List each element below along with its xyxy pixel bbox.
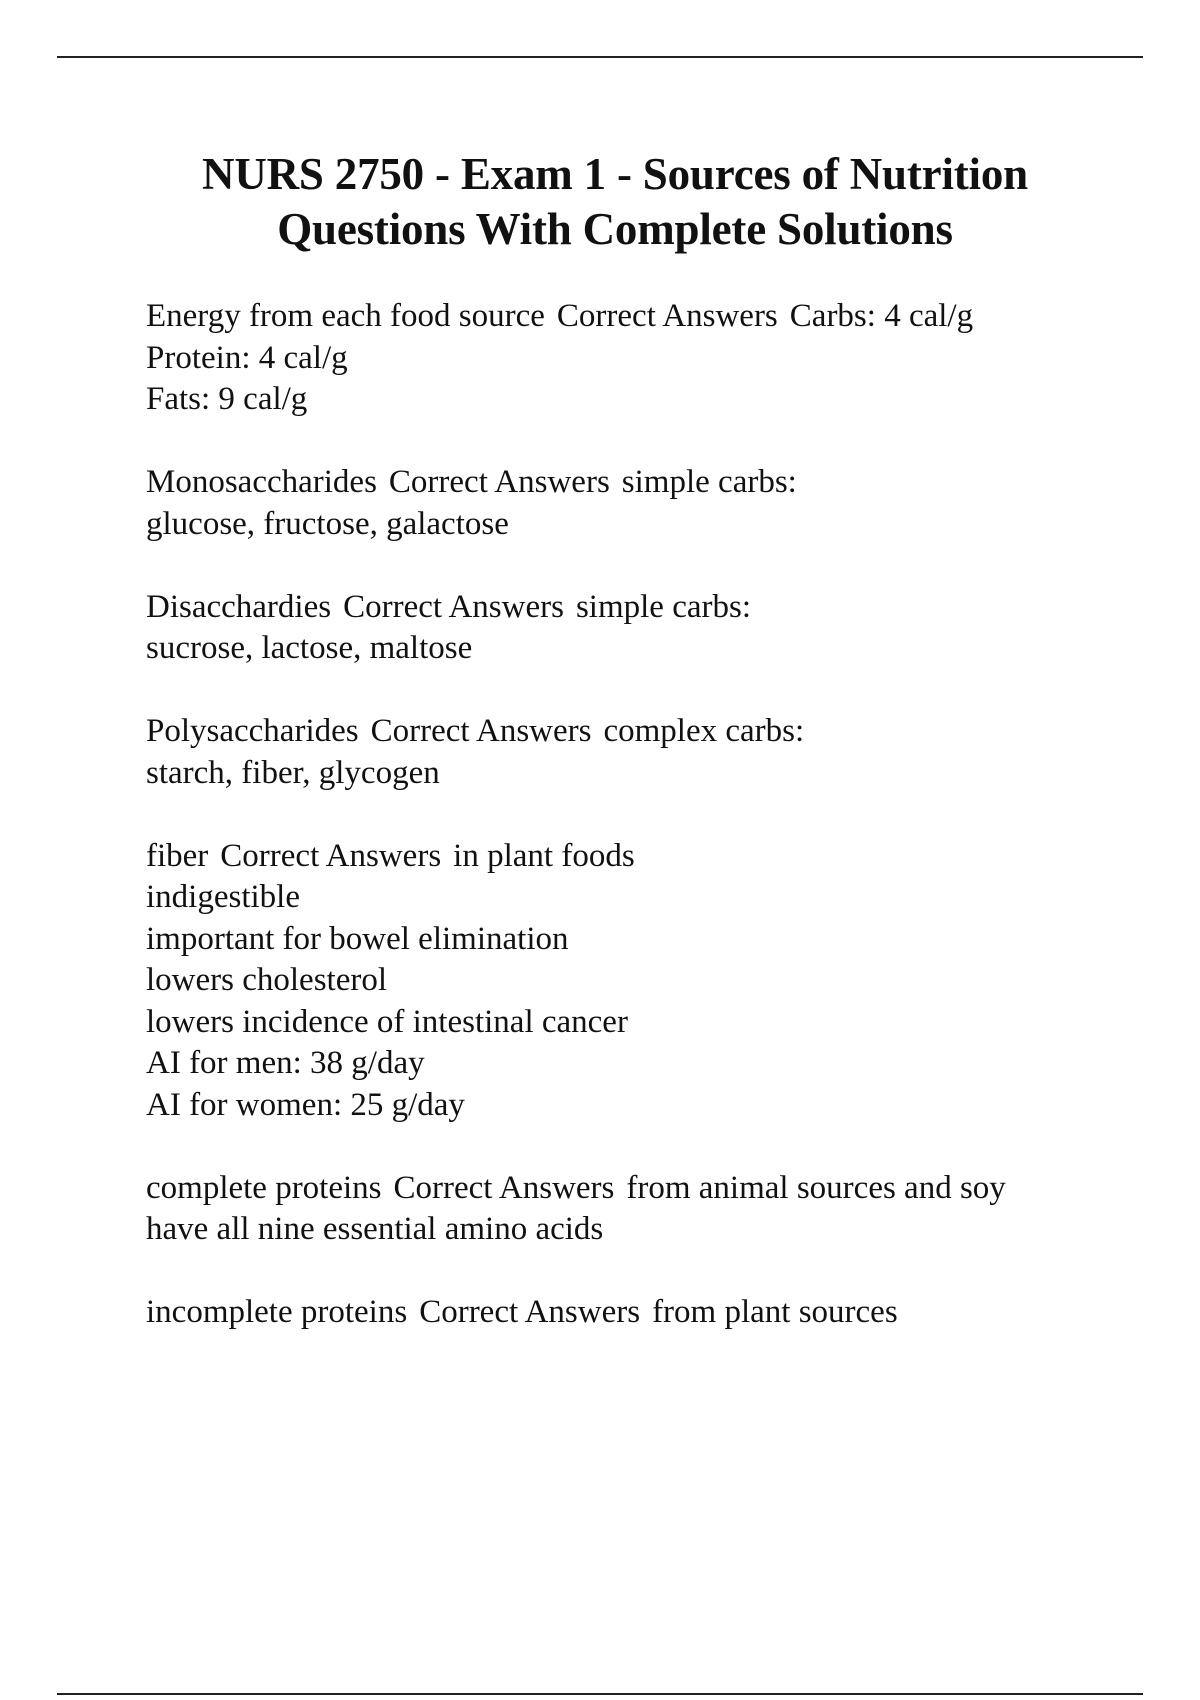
qa-item bbox=[146, 296, 1086, 421]
qa-term: Disacchardies bbox=[146, 588, 332, 625]
qa-separator: Correct Answers bbox=[556, 298, 778, 334]
qa-term: incomplete proteins bbox=[146, 1294, 408, 1330]
bottom-rule bbox=[57, 1693, 1143, 1695]
qa-answer-line: have all nine essential amino acids bbox=[146, 1211, 604, 1247]
qa-answer-line: sucrose, lactose, maltose bbox=[146, 630, 473, 666]
qa-separator: Correct Answers bbox=[370, 713, 592, 749]
qa-answer-line: Protein: 4 cal/g bbox=[146, 339, 348, 376]
qa-answer-line: important for bowel elimination bbox=[146, 920, 569, 957]
title-line-2: Questions With Complete Solutions bbox=[277, 204, 953, 254]
qa-answer: from animal sources and soy bbox=[626, 1169, 1006, 1206]
qa-item bbox=[146, 711, 1086, 794]
qa-first-line bbox=[146, 587, 1086, 629]
qa-answer: in plant foods bbox=[453, 837, 635, 874]
qa-answer: simple carbs: bbox=[575, 588, 751, 625]
qa-first-line bbox=[146, 711, 1086, 753]
qa-answer-line: AI for men: 38 g/day bbox=[146, 1045, 425, 1081]
qa-list bbox=[146, 296, 1086, 1375]
qa-term: Energy from each food source bbox=[146, 298, 545, 334]
qa-term: complete proteins bbox=[146, 1169, 382, 1206]
qa-item bbox=[146, 836, 1086, 1127]
qa-answer-line: lowers cholesterol bbox=[146, 962, 388, 998]
top-rule bbox=[57, 56, 1143, 58]
qa-separator: Correct Answers bbox=[343, 588, 564, 625]
qa-item bbox=[146, 462, 1086, 545]
qa-term: fiber bbox=[146, 837, 209, 874]
qa-term: Polysaccharides bbox=[146, 713, 359, 749]
qa-answer-line: AI for women: 25 g/day bbox=[146, 1086, 465, 1123]
qa-first-line bbox=[146, 1292, 1086, 1334]
qa-first-line bbox=[146, 1168, 1086, 1210]
qa-answer-line: glucose, fructose, galactose bbox=[146, 505, 509, 542]
qa-item bbox=[146, 587, 1086, 670]
qa-answer-line: Fats: 9 cal/g bbox=[146, 381, 308, 417]
qa-term: Monosaccharides bbox=[146, 464, 377, 500]
qa-separator: Correct Answers bbox=[388, 464, 610, 500]
qa-answer: complex carbs: bbox=[603, 713, 805, 749]
qa-item bbox=[146, 1168, 1086, 1251]
qa-answer: Carbs: 4 cal/g bbox=[789, 298, 974, 334]
qa-separator: Correct Answers bbox=[393, 1169, 615, 1206]
qa-answer: simple carbs: bbox=[621, 464, 797, 500]
qa-answer-line: starch, fiber, glycogen bbox=[146, 754, 440, 791]
qa-answer: from plant sources bbox=[652, 1294, 898, 1330]
qa-separator: Correct Answers bbox=[220, 837, 442, 874]
qa-item bbox=[146, 1292, 1086, 1334]
document-title bbox=[120, 147, 1110, 257]
title-line-1: NURS 2750 - Exam 1 - Sources of Nutrition bbox=[202, 149, 1028, 199]
qa-first-line bbox=[146, 462, 1086, 504]
qa-answer-line: lowers incidence of intestinal cancer bbox=[146, 1003, 628, 1040]
qa-separator: Correct Answers bbox=[419, 1294, 641, 1330]
qa-first-line bbox=[146, 836, 1086, 878]
qa-answer-line: indigestible bbox=[146, 879, 300, 915]
qa-first-line bbox=[146, 296, 1086, 338]
